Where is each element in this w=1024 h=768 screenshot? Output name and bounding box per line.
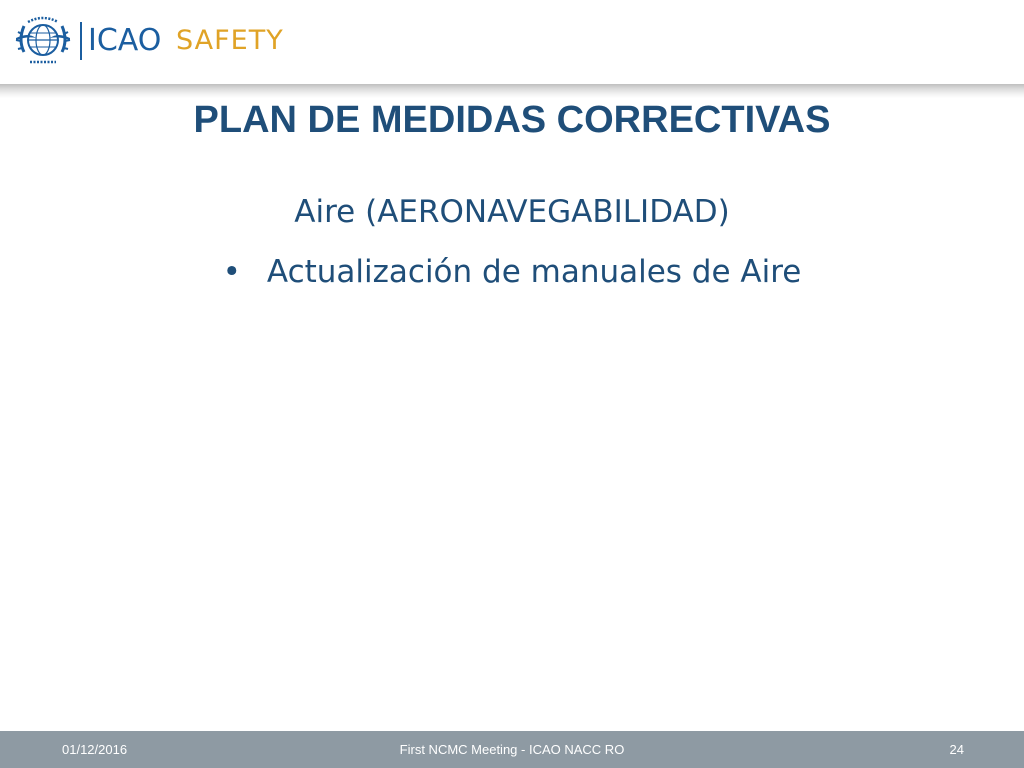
bullet-item <box>0 250 1024 294</box>
header <box>0 0 1024 84</box>
footer-date: 01/12/2016 <box>62 742 128 757</box>
footer-meeting-title: First NCMC Meeting - ICAO NACC RO <box>399 742 625 757</box>
bullet-text: Actualización de manuales de Aire <box>266 254 802 290</box>
footer <box>0 731 1024 768</box>
slide-subtitle: Aire (AERONAVEGABILIDAD) <box>294 194 730 230</box>
slide-title: PLAN DE MEDIDAS CORRECTIVAS <box>193 99 831 141</box>
bullet-icon: • <box>222 254 241 290</box>
logo-divider <box>80 22 82 60</box>
icao-emblem-icon <box>14 12 72 68</box>
icao-wordmark: ICAO <box>88 23 162 58</box>
safety-wordmark: SAFETY <box>176 25 284 56</box>
slide-number: 24 <box>949 742 964 757</box>
